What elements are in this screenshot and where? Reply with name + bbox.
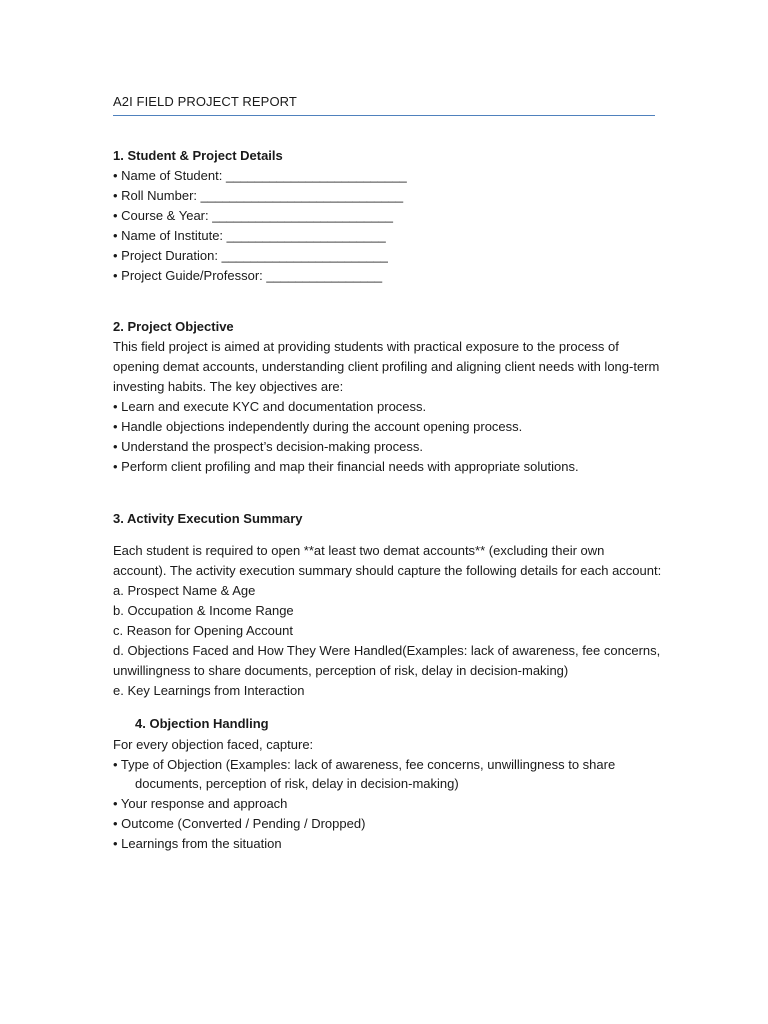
- document-title: A2I FIELD PROJECT REPORT: [113, 94, 297, 109]
- list-item: c. Reason for Opening Account: [113, 623, 293, 638]
- paragraph-line: For every objection faced, capture:: [113, 737, 314, 752]
- list-item: • Learn and execute KYC and documentation process.: [113, 399, 427, 414]
- list-item: • Learnings from the situation: [113, 836, 282, 851]
- paragraph-line: This field project is aimed at providing students with practical exposure to the process of: [113, 339, 619, 354]
- list-item: • Project Guide/Professor: ________________: [113, 268, 383, 283]
- list-item: • Name of Student: _________________________: [113, 168, 407, 183]
- list-item: • Name of Institute: ______________________: [113, 228, 386, 243]
- list-item: e. Key Learnings from Interaction: [113, 683, 305, 698]
- list-item: • Understand the prospect’s decision-making process.: [113, 439, 423, 454]
- list-item: • Project Duration: _______________________: [113, 248, 388, 263]
- list-item: • Type of Objection (Examples: lack of awareness, fee concerns, unwillingness to share: [113, 757, 616, 772]
- list-item: d. Objections Faced and How They Were Handled(Examples: lack of awareness, fee concerns,: [113, 643, 661, 658]
- title-divider: [113, 115, 655, 116]
- paragraph-line: account). The activity execution summary should capture the following details for each account:: [113, 563, 662, 578]
- paragraph-line: Each student is required to open **at least two demat accounts** (excluding their own: [113, 543, 605, 558]
- list-item: a. Prospect Name & Age: [113, 583, 256, 598]
- list-item-continuation: documents, perception of risk, delay in decision-making): [135, 776, 459, 791]
- paragraph-line: investing habits. The key objectives are:: [113, 379, 344, 394]
- list-item: • Course & Year: _________________________: [113, 208, 393, 223]
- list-item: • Your response and approach: [113, 796, 288, 811]
- section-heading-student-details: 1. Student & Project Details: [113, 148, 283, 163]
- list-item: • Roll Number: ____________________________: [113, 188, 404, 203]
- list-item: • Handle objections independently during the account opening process.: [113, 419, 523, 434]
- paragraph-line: opening demat accounts, understanding client profiling and aligning client needs with long-term: [113, 359, 660, 374]
- list-item: • Outcome (Converted / Pending / Dropped): [113, 816, 366, 831]
- section-heading-objective: 2. Project Objective: [113, 319, 234, 334]
- section-heading-objection: 4. Objection Handling: [135, 716, 269, 731]
- list-item: b. Occupation & Income Range: [113, 603, 294, 618]
- list-item: • Perform client profiling and map their financial needs with appropriate solutions.: [113, 459, 579, 474]
- section-heading-activity: 3. Activity Execution Summary: [113, 511, 303, 526]
- list-item: unwillingness to share documents, perception of risk, delay in decision-making): [113, 663, 569, 678]
